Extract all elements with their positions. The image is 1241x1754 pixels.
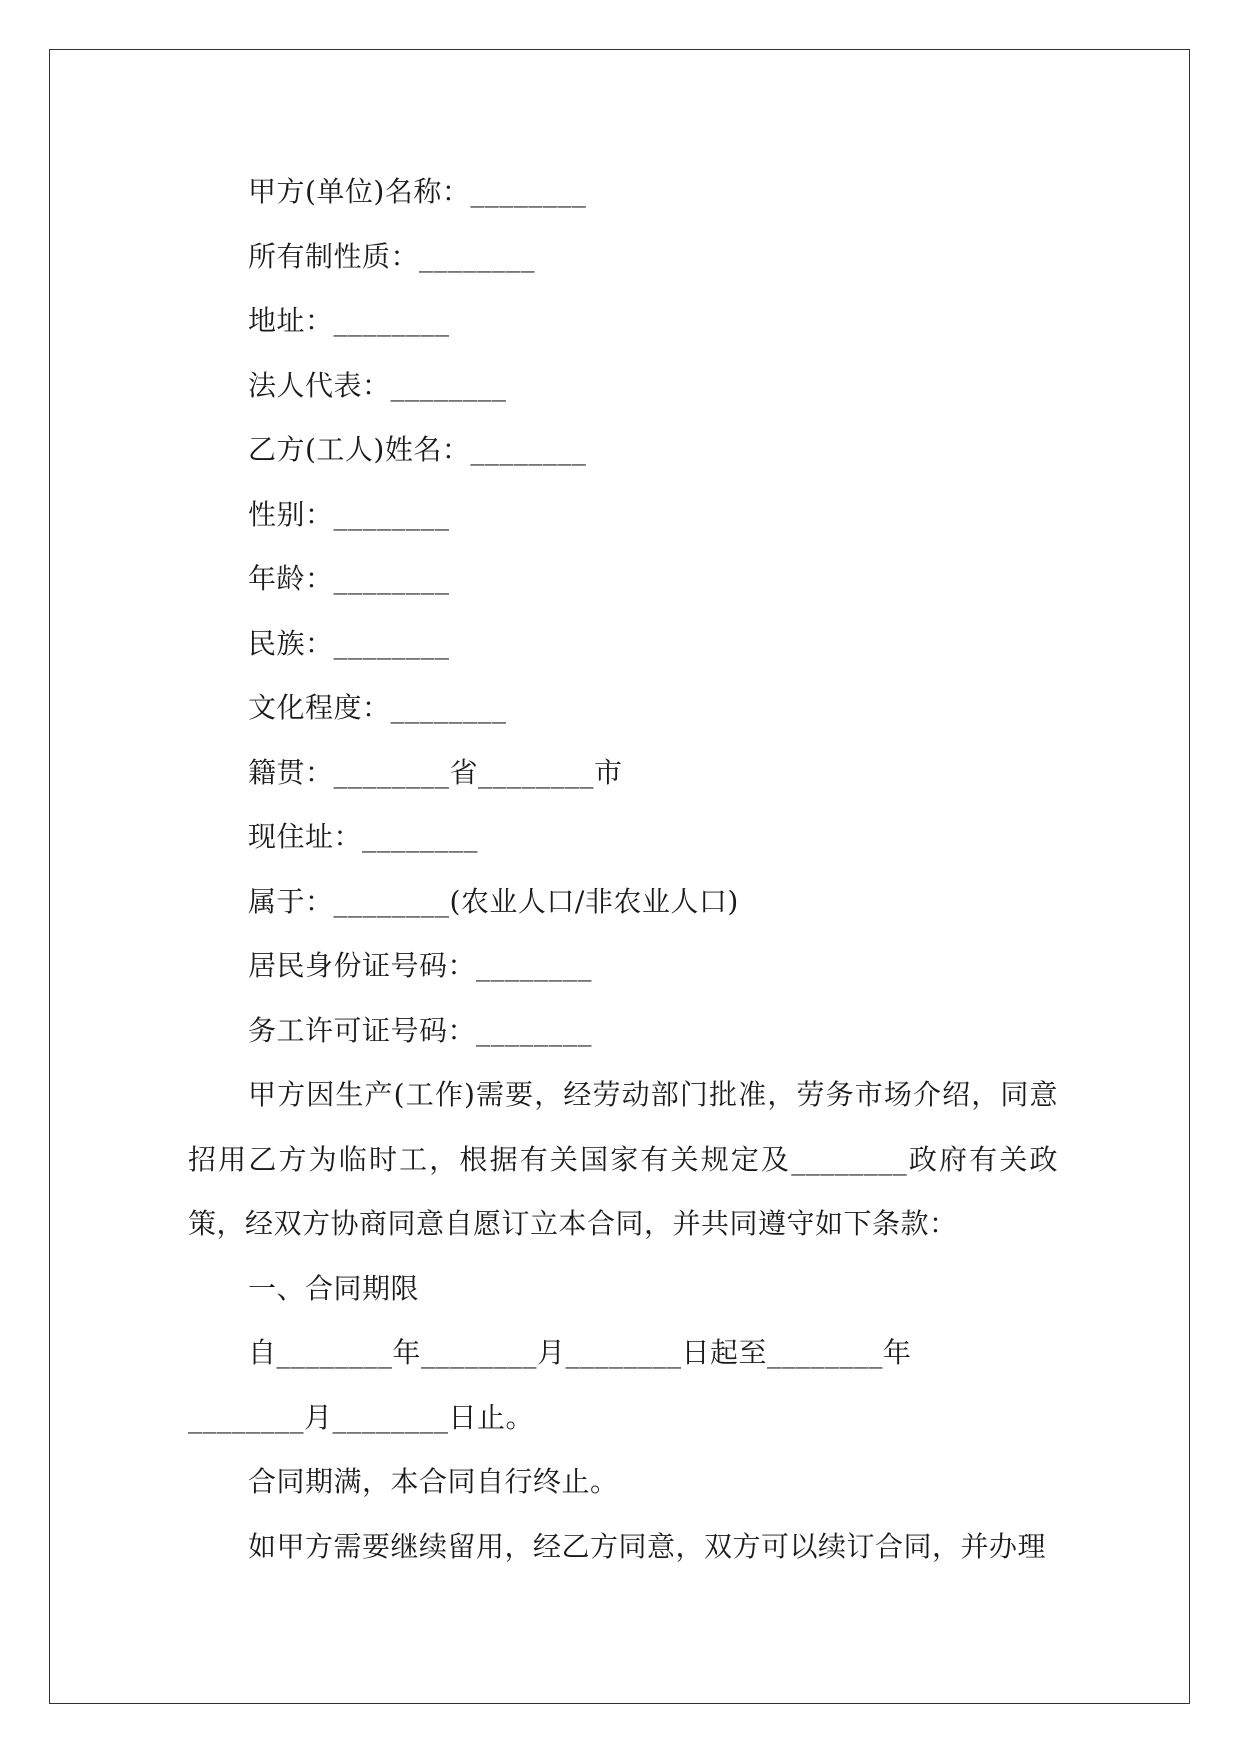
field-address: 地址：________ bbox=[248, 304, 450, 337]
field-legal-representative: 法人代表：________ bbox=[248, 368, 507, 402]
field-gender: 性别：________ bbox=[248, 497, 450, 531]
expiry-clause: 合同期满，本合同自行终止。 bbox=[248, 1465, 619, 1498]
renewal-clause: 如甲方需要继续留用，经乙方同意，双方可以续订合同，并办理 bbox=[248, 1529, 1047, 1563]
field-party-a-name: 甲方(单位)名称：________ bbox=[248, 175, 587, 208]
term-line-1: 自________年________月________日起至________年 bbox=[248, 1336, 912, 1369]
field-household-type: 属于：________(农业人口/非农业人口) bbox=[248, 884, 739, 918]
field-age: 年龄：________ bbox=[248, 562, 450, 595]
field-id-number: 居民身份证号码：________ bbox=[248, 949, 593, 982]
term-line-2: ________月________日止。 bbox=[188, 1400, 535, 1434]
field-education: 文化程度：________ bbox=[248, 691, 507, 724]
intro-line-1: 甲方因生产(工作)需要，经劳动部门批准，劳务市场介绍，同意 bbox=[248, 1078, 1058, 1111]
intro-line-2: 招用乙方为临时工，根据有关国家有关规定及________政府有关政 bbox=[188, 1142, 1058, 1176]
field-ethnicity: 民族：________ bbox=[248, 626, 450, 660]
field-work-permit-number: 务工许可证号码：________ bbox=[248, 1013, 593, 1047]
field-party-b-name: 乙方(工人)姓名：________ bbox=[248, 433, 587, 466]
contract-body bbox=[188, 160, 1058, 1579]
field-current-address: 现住址：________ bbox=[248, 820, 479, 853]
field-ownership-type: 所有制性质：________ bbox=[248, 239, 536, 273]
section-title-contract-term: 一、合同期限 bbox=[248, 1271, 420, 1305]
field-native-place: 籍贯：________省________市 bbox=[248, 755, 623, 789]
intro-line-3: 策，经双方协商同意自愿订立本合同，并共同遵守如下条款： bbox=[188, 1207, 958, 1240]
